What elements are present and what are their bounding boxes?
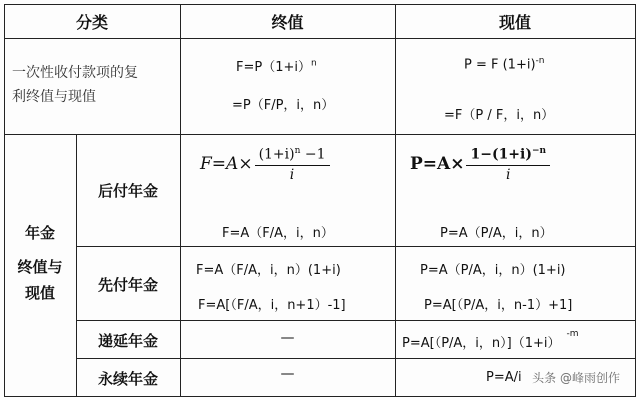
ordinary-pv-fraction <box>466 146 550 183</box>
ordinary-fv-denominator: i <box>289 166 295 183</box>
deferred-pv-text: P=A[（P/A，i，n）]（1+i） <box>402 336 561 351</box>
annuity-group-line2: 终值与 <box>17 258 63 276</box>
ordinary-fv-factor: F=A（F/A，i，n） <box>222 226 334 241</box>
deferred-annuity-label: 递延年金 <box>97 332 158 350</box>
ordinary-fv-lhs: F=A× <box>200 154 253 175</box>
perpetuity-label: 永续年金 <box>97 370 158 388</box>
deferred-fv-dash: — <box>280 330 295 346</box>
lump-sum-label-line2: 利终值与现值 <box>12 89 96 105</box>
ordinary-fv-num-tail: −1 <box>304 146 326 163</box>
ordinary-pv-num-base: 1−(1+i) <box>470 146 532 163</box>
lump-sum-label-line1: 一次性收付款项的复 <box>12 65 138 81</box>
watermark-text: 头条 @峰雨创作 <box>532 371 620 385</box>
lump-sum-pv-text: P = F (1+i) <box>464 57 536 73</box>
due-fv-line2: F=A[（F/A，i，n+1）-1] <box>198 298 346 313</box>
row-divider <box>76 320 636 321</box>
lump-sum-fv-exp: n <box>311 58 317 69</box>
annuity-group-line1: 年金 <box>24 224 55 242</box>
row-divider <box>4 4 636 5</box>
lump-sum-pv-exp: -n <box>535 56 545 66</box>
due-pv-line2: P=A[（P/A，i，n-1）+1] <box>424 298 573 313</box>
perpetuity-fv-dash: — <box>280 366 295 382</box>
annuity-due-label: 先付年金 <box>97 276 158 294</box>
deferred-pv-exp: -m <box>566 328 579 339</box>
col-divider <box>635 4 636 396</box>
due-fv-line1: F=A（F/A，i，n）(1+i) <box>196 263 341 278</box>
col-divider <box>395 4 396 396</box>
ordinary-pv-fraction-formula <box>410 146 550 183</box>
lump-sum-pv-factor: =F（P / F，i，n） <box>444 108 555 123</box>
ordinary-pv-factor: P=A（P/A，i，n） <box>440 226 553 241</box>
row-divider <box>76 358 636 359</box>
ordinary-pv-num-exp: −n <box>531 146 547 156</box>
row-divider <box>4 38 636 39</box>
deferred-pv-formula <box>402 328 579 351</box>
due-pv-line1: P=A（P/A，i，n）(1+i) <box>420 263 566 278</box>
ordinary-pv-numerator <box>466 146 550 166</box>
row-divider <box>76 246 636 247</box>
ordinary-fv-num-base: (1+i) <box>258 146 295 163</box>
lump-sum-fv-factor: =P（F/P，i，n） <box>232 98 335 113</box>
ordinary-pv-denominator: i <box>506 166 511 183</box>
header-present-value: 现值 <box>498 13 531 32</box>
row-divider <box>4 134 636 135</box>
row-divider <box>4 396 636 397</box>
col-divider <box>4 4 5 396</box>
ordinary-fv-fraction-formula <box>200 146 330 183</box>
header-future-value: 终值 <box>271 13 304 32</box>
header-category: 分类 <box>75 13 108 32</box>
lump-sum-fv-formula <box>236 56 317 75</box>
perpetuity-pv-formula: P=A/i <box>486 370 522 385</box>
col-divider <box>76 134 77 396</box>
lump-sum-pv-formula <box>464 56 544 72</box>
ordinary-annuity-label: 后付年金 <box>97 182 158 200</box>
ordinary-fv-numerator <box>255 146 330 166</box>
lump-sum-fv-text: F=P（1+i） <box>236 60 311 75</box>
annuity-group-line3: 现值 <box>24 284 55 302</box>
ordinary-pv-lhs: P=A× <box>410 154 465 175</box>
ordinary-fv-fraction <box>255 146 330 183</box>
ordinary-fv-num-exp: n <box>294 146 301 156</box>
